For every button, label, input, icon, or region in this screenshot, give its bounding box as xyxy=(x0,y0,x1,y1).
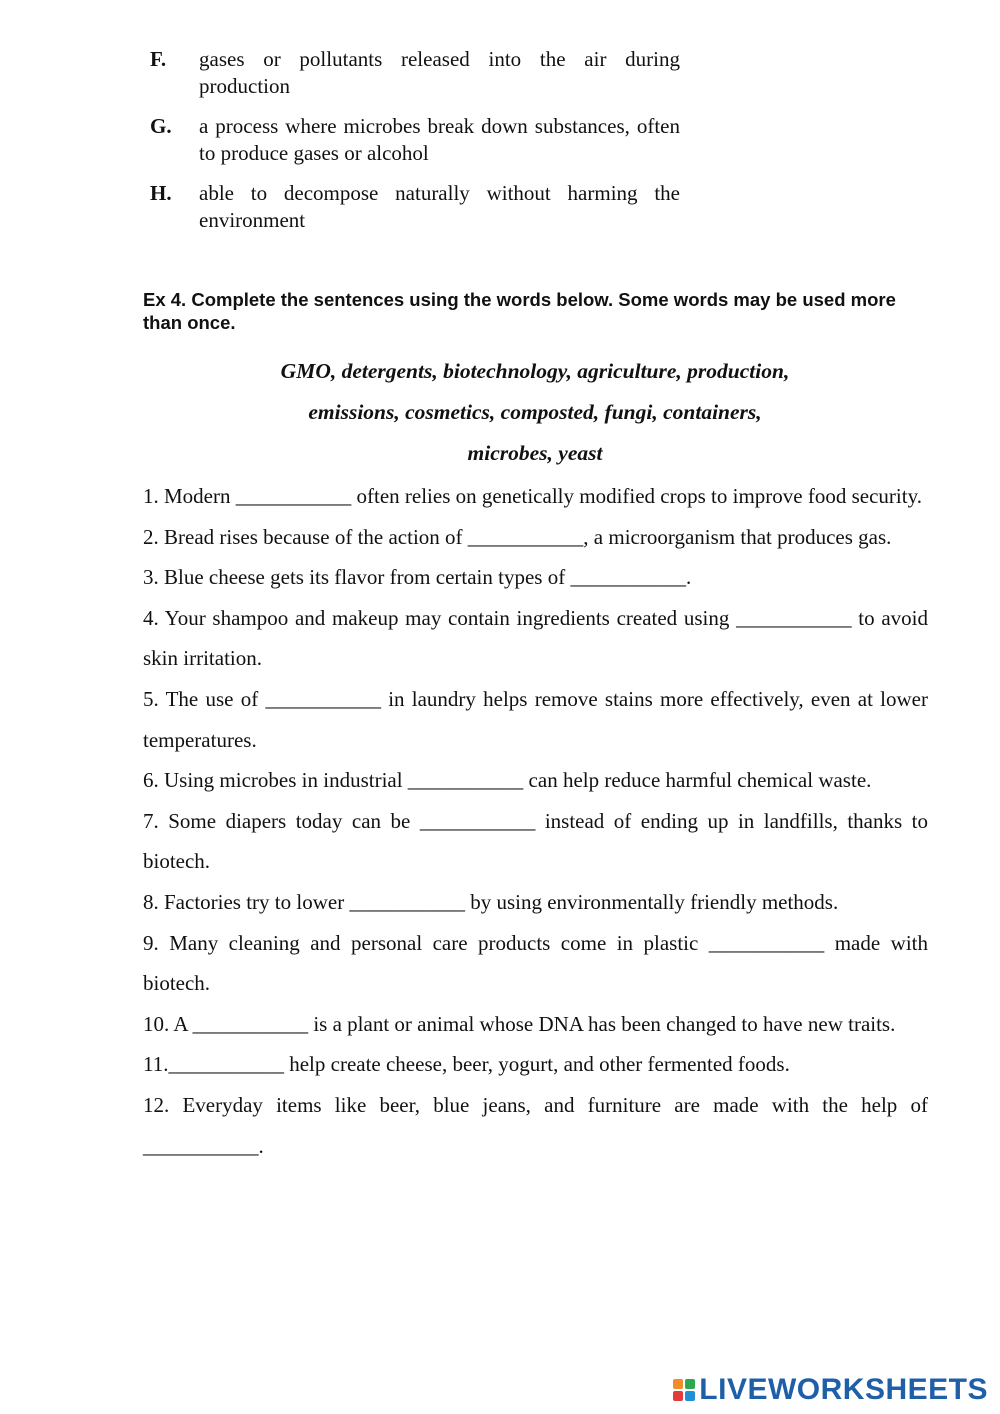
definition-item-f xyxy=(150,46,680,100)
sentence-5: 5. The use of ___________ in laundry helps remove stains more effectively, even at lower temperatures. xyxy=(143,686,928,752)
word-bank-line: emissions, cosmetics, composted, fungi, containers, xyxy=(308,400,762,424)
word-bank-line: microbes, yeast xyxy=(467,441,603,465)
word-bank-line: GMO, detergents, biotechnology, agriculture, production, xyxy=(280,359,790,383)
definition-text: able to decompose naturally without harming the environment xyxy=(199,181,680,232)
definition-list xyxy=(150,46,680,247)
logo-square xyxy=(685,1379,695,1389)
sentence-9: 9. Many cleaning and personal care products come in plastic ___________ made with biotech. xyxy=(143,930,928,996)
sentence-12: 12. Everyday items like beer, blue jeans, and furniture are made with the help of ___________. xyxy=(143,1092,928,1158)
definition-item-h xyxy=(150,180,680,234)
sentence-list xyxy=(143,476,928,1166)
definition-letter: F. xyxy=(150,47,167,71)
liveworksheets-logo xyxy=(673,1372,988,1408)
sentence-6: 6. Using microbes in industrial ___________ can help reduce harmful chemical waste. xyxy=(143,768,872,793)
exercise-heading: Ex 4. Complete the sentences using the words below. Some words may be used more than once. xyxy=(143,289,896,333)
word-bank xyxy=(140,354,930,477)
logo-text: LIVEWORKSHEETS xyxy=(699,1373,988,1406)
sentence-3: 3. Blue cheese gets its flavor from certain types of ___________. xyxy=(143,565,692,590)
definition-text: a process where microbes break down substances, often to produce gases or alcohol xyxy=(199,114,680,165)
logo-square xyxy=(673,1391,683,1401)
logo-mark-icon xyxy=(673,1379,695,1401)
sentence-10: 10. A ___________ is a plant or animal whose DNA has been changed to have new traits. xyxy=(143,1011,896,1036)
sentence-4: 4. Your shampoo and makeup may contain ingredients created using ___________ to avoid skin irritation. xyxy=(143,605,928,671)
sentence-8: 8. Factories try to lower ___________ by using environmentally friendly methods. xyxy=(143,889,839,914)
definition-item-g xyxy=(150,113,680,167)
sentence-1: 1. Modern ___________ often relies on genetically modified crops to improve food security. xyxy=(143,484,922,508)
definition-letter: G. xyxy=(150,114,172,138)
sentence-7: 7. Some diapers today can be ___________ instead of ending up in landfills, thanks to biotech. xyxy=(143,808,928,874)
logo-square xyxy=(673,1379,683,1389)
sentence-11: 11.___________ help create cheese, beer, yogurt, and other fermented foods. xyxy=(143,1052,790,1077)
logo-square xyxy=(685,1391,695,1401)
definition-letter: H. xyxy=(150,181,172,205)
definition-text: gases or pollutants released into the air during production xyxy=(199,47,680,98)
sentence-2: 2. Bread rises because of the action of ___________, a microorganism that produces gas. xyxy=(143,524,892,549)
